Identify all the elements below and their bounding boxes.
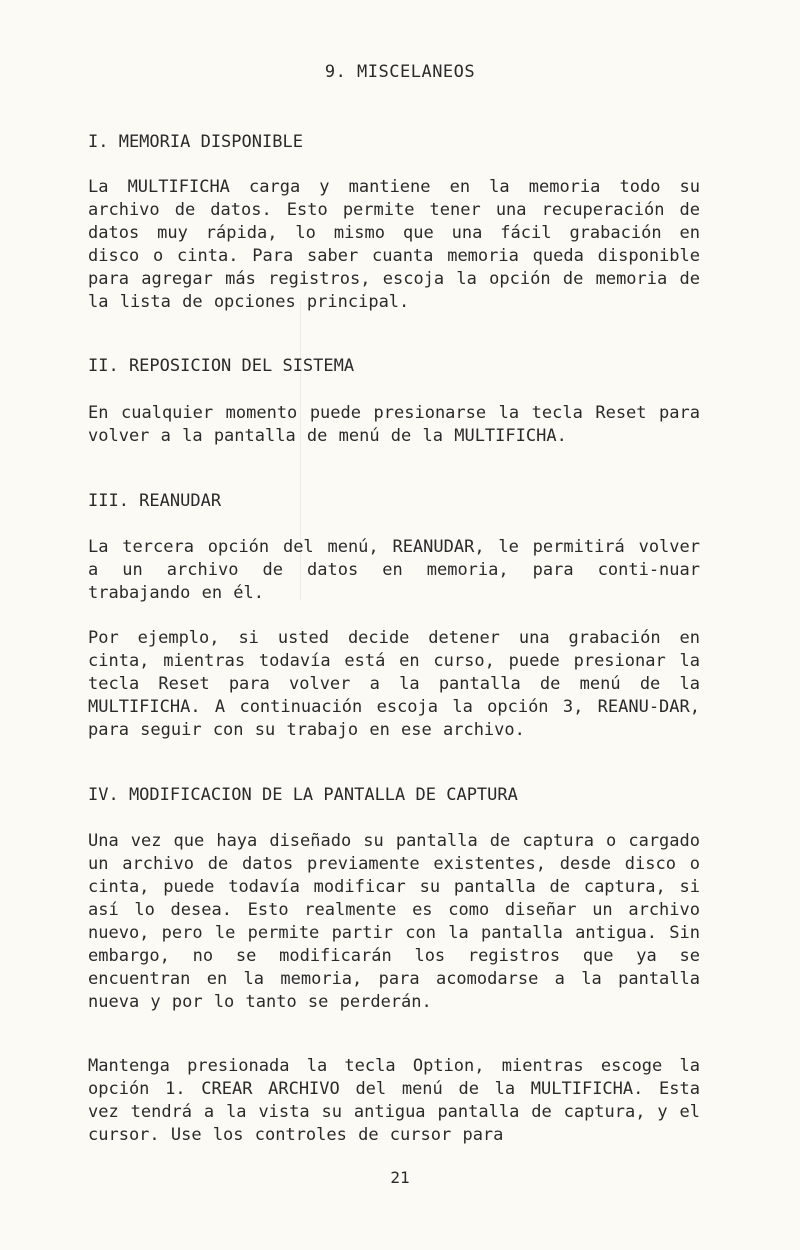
section-heading-reposicion: II. REPOSICION DEL SISTEMA (88, 356, 355, 376)
paragraph-memoria: La MULTIFICHA carga y mantiene en la memoria todo su archivo de datos. Esto permite tener una recuperación de datos muy rápida, lo mismo que una fácil grabación en disco o cinta. Para saber cuanta memoria queda disponible para agregar más registros, escoja la opción de memoria de la lista de opciones principal. (88, 177, 700, 312)
section-heading-reanudar: III. REANUDAR (88, 491, 222, 511)
paragraph-modificacion-1: Una vez que haya diseñado su pantalla de captura o cargado un archivo de datos previamente existentes, desde disco o cinta, puede todavía modificar su pantalla de captura, si así lo desea. Esto realmente es como diseñar un archivo nuevo, pero le permite partir con la pantalla antigua. Sin embargo, no se modificarán los registros que ya se encuentran en la memoria, para acomodarse a la pantalla nueva y por lo tanto se perderán. (88, 831, 700, 1012)
paragraph-modificacion-2: Mantenga presionada la tecla Option, mientras escoge la opción 1. CREAR ARCHIVO del menú de la MULTIFICHA. Esta vez tendrá a la vista su antigua pantalla de captura, y el cursor. Use los controles de cursor para (88, 1056, 700, 1145)
paragraph-reanudar-2: Por ejemplo, si usted decide detener una grabación en cinta, mientras todavía está en curso, puede presionar la tecla Reset para volver a la pantalla de menú de la MULTIFICHA. A continuación escoja la opción 3, REANU-DAR, para seguir con su trabajo en ese archivo. (88, 628, 700, 740)
section-heading-memoria: I. MEMORIA DISPONIBLE (88, 132, 303, 152)
paragraph-reanudar-1: La tercera opción del menú, REANUDAR, le permitirá volver a un archivo de datos en memoria, para conti-nuar trabajando en él. (88, 537, 700, 603)
paragraph-reposicion: En cualquier momento puede presionarse la tecla Reset para volver a la pantalla de menú de la MULTIFICHA. (88, 403, 700, 446)
chapter-title: 9. MISCELANEOS (324, 62, 476, 82)
section-heading-modificacion: IV. MODIFICACION DE LA PANTALLA DE CAPTURA (88, 785, 518, 805)
page-number: 21 (390, 1168, 410, 1187)
